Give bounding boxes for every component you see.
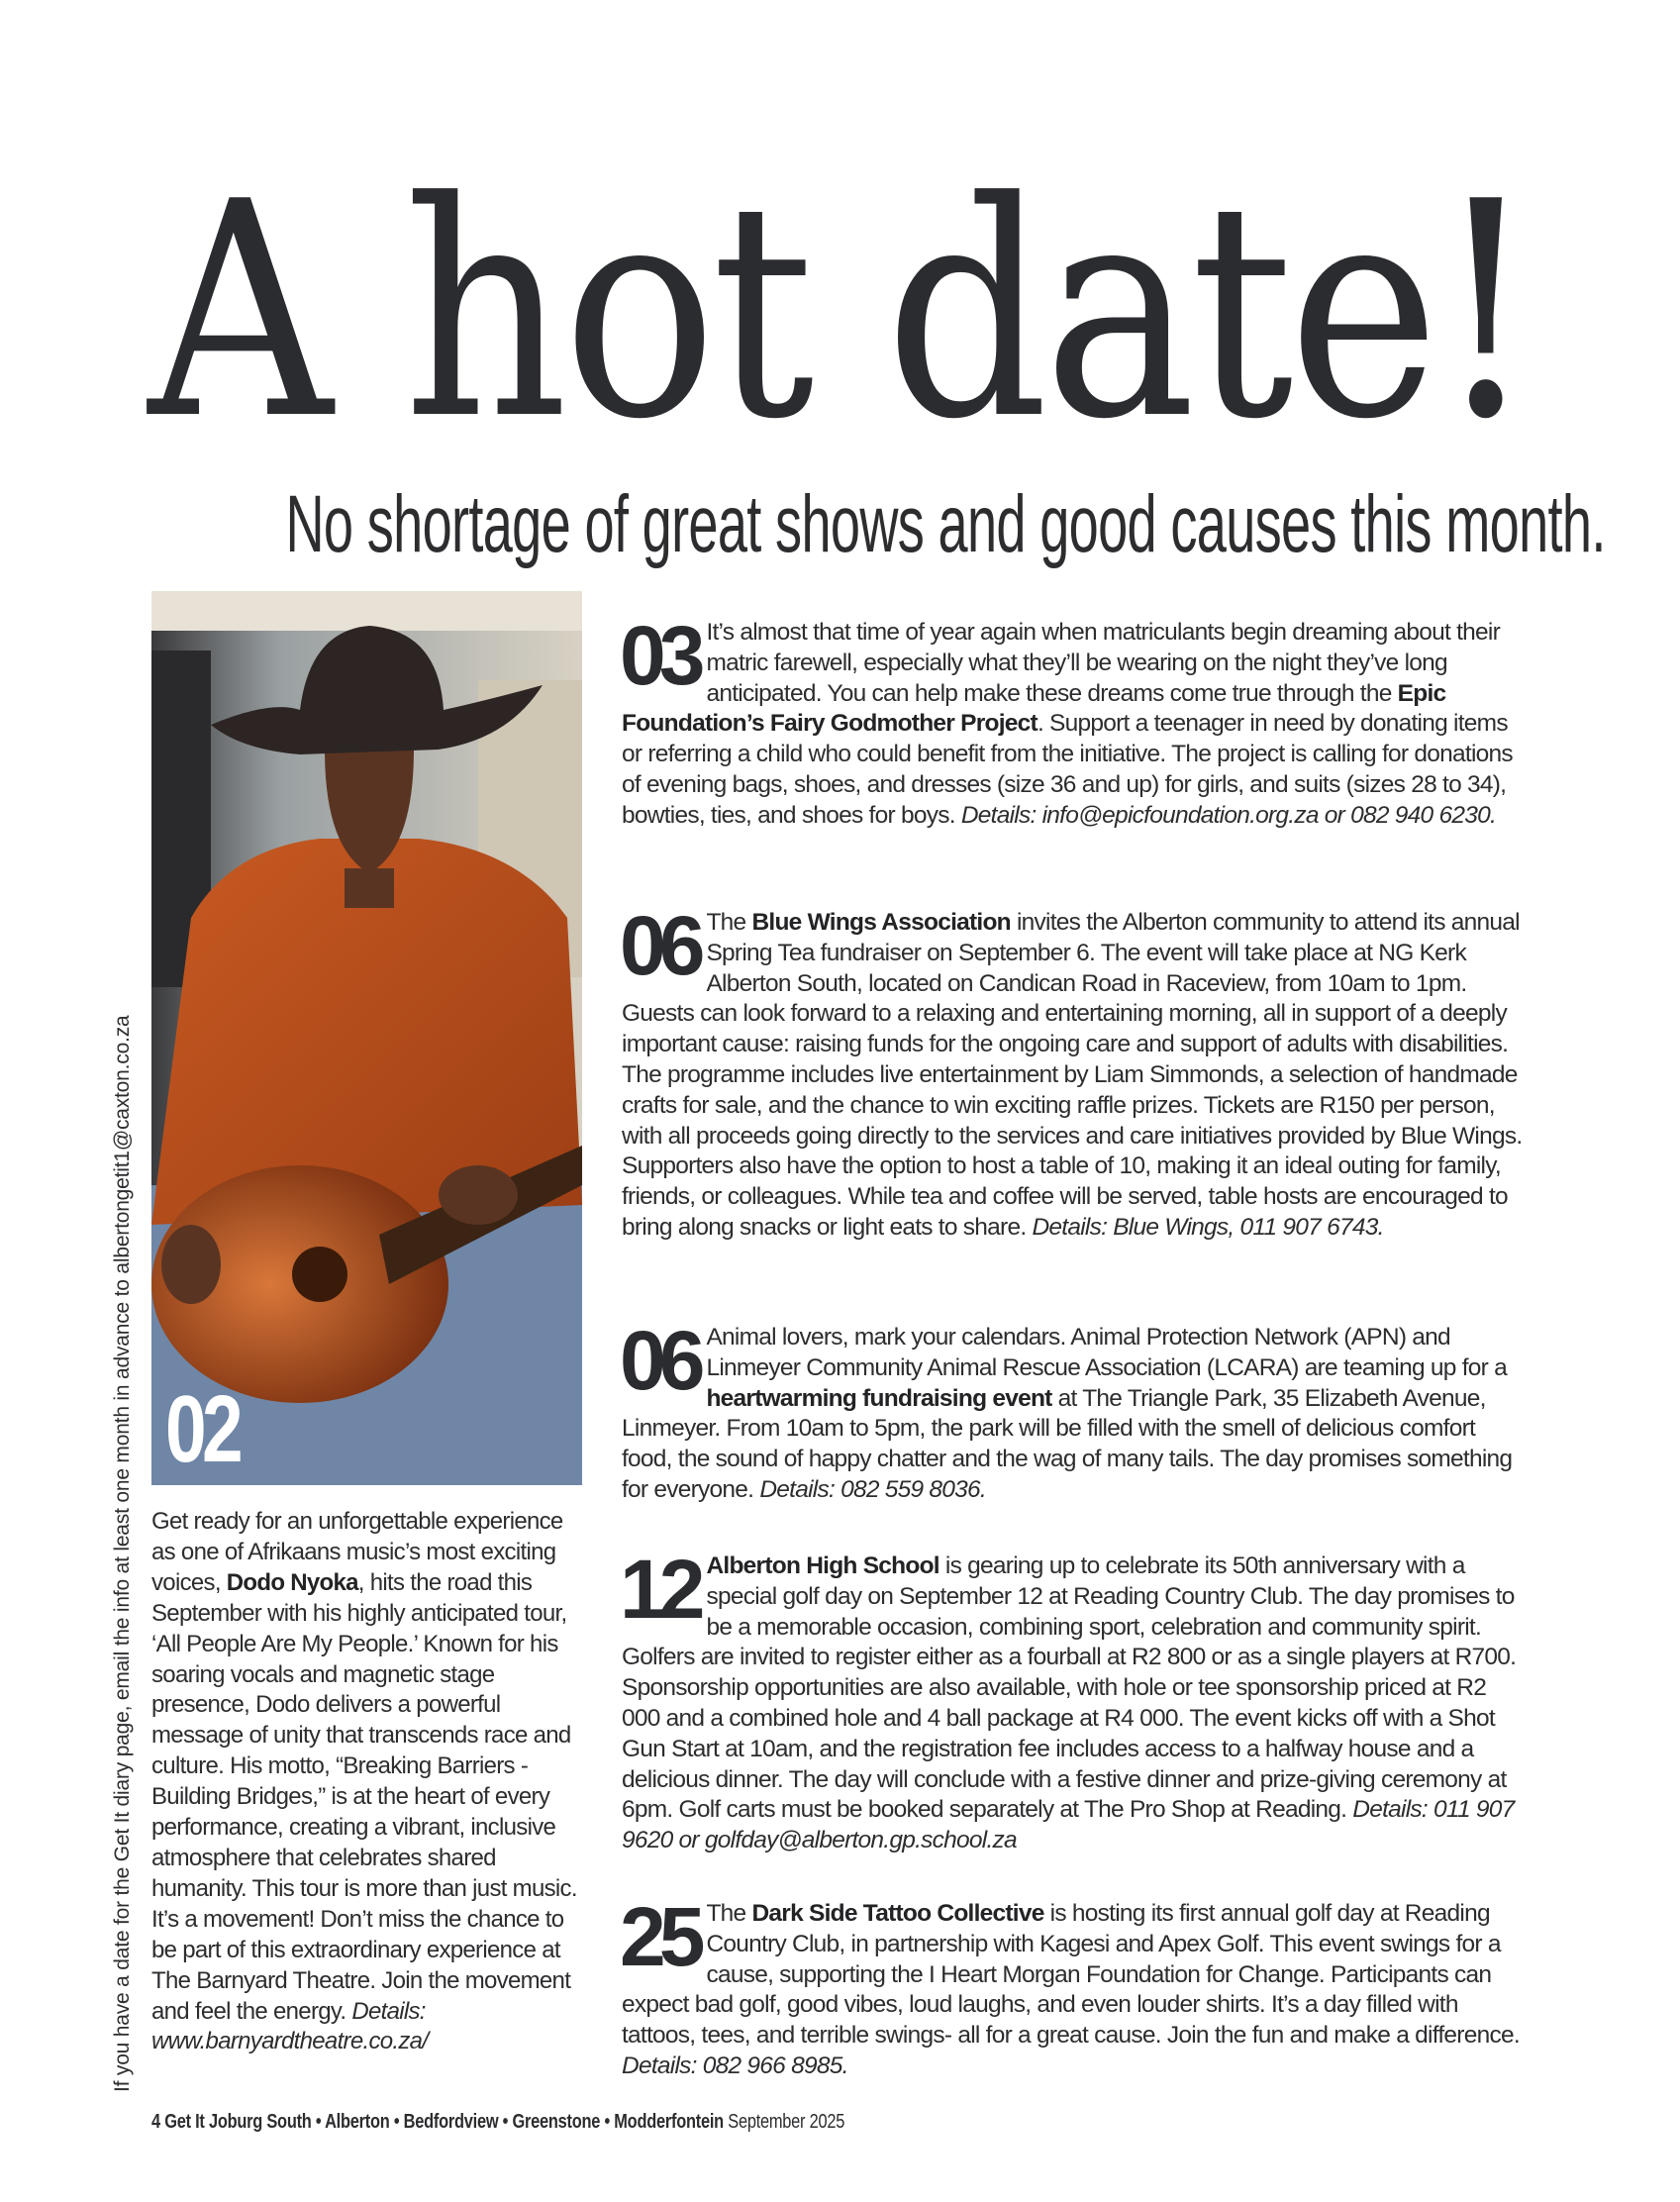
event-text: The: [706, 909, 752, 936]
event-date-number: 12: [620, 1543, 699, 1636]
event-text: Animal lovers, mark your calendars. Animal Protection Network (APN) and Linmeyer Community Animal Rescue Association (LCARA) are teaming up for a: [706, 1324, 1508, 1381]
event-text: is hosting its first annual golf day at Reading Country Club, in partnership with Kagesi and Apex Golf. This event swings for a cause, supporting the I Heart Morgan Foundation for Change. Participants can expect bad golf, good vibes, loud laughs, and even louder shirts. It’s a day filled with tattoos, tees, and terrible swings- all for a great cause. Join the fun and make a difference.: [622, 1900, 1520, 2050]
event-highlight: Dark Side Tattoo Collective: [751, 1900, 1044, 1927]
article-text: Get ready for an unforgettable experience as one of Afrikaans music’s most exciting voices,: [151, 1508, 563, 1596]
event-highlight: Blue Wings Association: [751, 909, 1011, 936]
event-entry: [620, 1543, 1528, 1856]
page-title: A hot date!: [148, 139, 1532, 484]
page-footer: [151, 2111, 844, 2134]
publication-name: Get It Joburg South • Alberton • Bedfordview • Greenstone • Modderfontein: [164, 2111, 724, 2133]
event-highlight: Alberton High School: [706, 1552, 939, 1579]
event-details: Details: info@epicfoundation.org.za or 082 940 6230.: [960, 801, 1497, 829]
event-text: is gearing up to celebrate its 50th anniversary with a special golf day on September 12 at Reading Country Club. The day promises to be a memorable occasion, combining sport, celebration and community spirit. Golfers are invited to register either as a fourball at R2 800 or as a single players at R700. Sponsorship opportunities are also available, with hole or tee sponsorship priced at R2 000 and a combined hole and 4 ball package at R4 000. The event kicks off with a Shot Gun Start at 10am, and the registration fee includes access to a halfway house and a delicious dinner. The day will conclude with a festive dinner and prize-giving ceremony at 6pm. Golf carts must be booked separately at The Pro Shop at Reading.: [622, 1552, 1517, 1824]
feature-photo: [151, 591, 582, 1485]
issue-date: September 2025: [728, 2111, 845, 2133]
event-text: It’s almost that time of year again when matriculants begin dreaming about their matric farewell, especially what they’ll be wearing on the night they’ve long anticipated. You can help make these dreams come true through the: [706, 619, 1501, 707]
feature-date-number: 02: [165, 1376, 239, 1482]
page-number: 4: [151, 2111, 160, 2133]
event-entry: [620, 1314, 1528, 1506]
event-details: Details: 082 966 8985.: [622, 2052, 848, 2079]
article-details: Details: www.barnyardtheatre.co.za/: [151, 1997, 429, 2055]
event-details: Details: 082 559 8036.: [759, 1475, 986, 1503]
event-text: The: [706, 1900, 752, 1927]
event-date-number: 06: [620, 1314, 699, 1407]
musician-photo-illustration: [151, 591, 582, 1485]
event-details: Details: Blue Wings, 011 907 6743.: [1032, 1213, 1384, 1241]
diary-submission-note: If you have a date for the Get It diary page, email the info at least one month in advance to albertongetit1@caxton.co.za: [111, 1015, 134, 2092]
event-entry: [620, 609, 1528, 832]
event-entry: [620, 1890, 1528, 2082]
event-text: invites the Alberton community to attend its annual Spring Tea fundraiser on September 6. The event will take place at NG Kerk Alberton South, located on Candican Road in Raceview, from 10am to 1pm. Guests can look forward to a relaxing and entertaining morning, all in support of a deeply important cause: raising funds for the ongoing care and support of adults with disabilities. The programme includes live entertainment by Liam Simmonds, a selection of handmade crafts for sale, and the chance to win exciting raffle prizes. Tickets are R150 per person, with all proceeds going directly to the services and care initiatives provided by Blue Wings. Supporters also have the option to host a table of 10, making it an ideal outing for family, friends, or colleagues. While tea and coffee will be served, table hosts are encouraged to bring along snacks or light eats to share.: [622, 909, 1523, 1241]
feature-article: [151, 1507, 587, 2057]
page-subtitle: No shortage of great shows and good causes this month.: [285, 479, 1606, 569]
event-details: Details: 011 907 9620 or golfday@alberton.gp.school.za: [622, 1796, 1515, 1854]
event-highlight: Epic Foundation’s Fairy Godmother Project: [622, 679, 1446, 738]
article-highlight: Dodo Nyoka: [226, 1568, 358, 1596]
event-date-number: 03: [620, 609, 699, 702]
event-date-number: 06: [620, 899, 699, 992]
article-text: , hits the road this September with his highly anticipated tour, ‘All People Are My People.’ Known for his soaring vocals and magnetic stage presence, Dodo delivers a powerful message of unity that transcends race and culture. His motto, “Breaking Barriers - Building Bridges,” is at the heart of every performance, creating a vibrant, inclusive atmosphere that celebrates shared humanity. This tour is more than just music. It’s a movement! Don’t miss the chance to be part of this extraordinary experience at The Barnyard Theatre. Join the movement and feel the energy.: [151, 1568, 577, 2025]
event-text: . Support a teenager in need by donating items or referring a child who could benefit from the initiative. The project is calling for donations of evening bags, shoes, and dresses (size 36 and up) for girls, and suits (sizes 28 to 34), bowties, ties, and shoes for boys.: [622, 710, 1513, 829]
event-text: at The Triangle Park, 35 Elizabeth Avenue, Linmeyer. From 10am to 5pm, the park will be filled with the smell of delicious comfort food, the sound of happy chatter and the wag of many tails. The day promises something for everyone.: [622, 1384, 1513, 1503]
event-date-number: 25: [620, 1890, 699, 1983]
event-entry: [620, 899, 1528, 1244]
event-highlight: heartwarming fundraising event: [706, 1384, 1052, 1412]
